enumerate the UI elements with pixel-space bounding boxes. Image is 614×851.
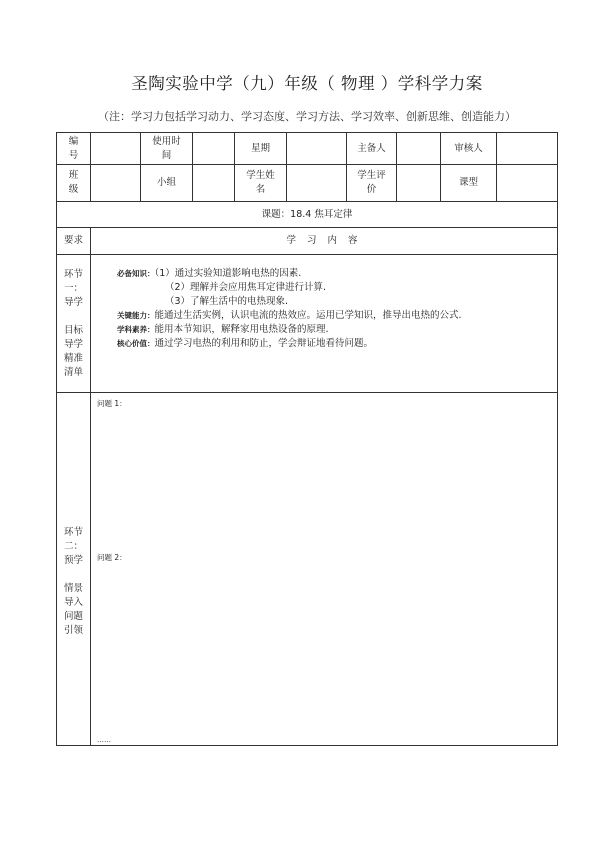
lesson-plan-table (56, 132, 558, 746)
group-value-cell[interactable] (193, 165, 235, 202)
week-label-cell (235, 133, 287, 165)
section2-side-line: 导入 (63, 597, 83, 608)
lesson-topic: 课题：18.4 焦耳定律 (57, 202, 558, 228)
document-note: （注：学习力包括学习动力、学习态度、学习方法、学习效率、创新思维、创造能力） (98, 110, 516, 123)
section2-side-line: 引领 (63, 625, 83, 636)
section2-side-line: 二： (63, 541, 83, 552)
use-time-value-cell[interactable] (193, 133, 235, 165)
section1-side-line (57, 310, 90, 324)
student-eval-label: 学生评 价 (357, 170, 386, 195)
section1-side-line: 一： (63, 282, 83, 294)
subject-literacy (117, 323, 557, 337)
section2-side-line: 情景 (63, 583, 83, 594)
essential-item: （3）了解生活中的电热现象. (165, 296, 289, 307)
class-value-cell[interactable] (91, 165, 141, 202)
key-ability (117, 309, 557, 323)
student-name-value-cell[interactable] (287, 165, 347, 202)
reviewer-label: 审核人 (454, 142, 483, 154)
section2-side-line: 问题 (63, 611, 83, 622)
preparer-label: 主备人 (357, 142, 386, 154)
subject-literacy-label: 学科素养： (117, 325, 155, 334)
key-ability-text: 能通过生活实例，认识电流的热效应。运用已学知识，推导出电热的公式. (154, 310, 462, 321)
question-area[interactable] (91, 393, 558, 746)
lesson-type-label: 课型 (458, 177, 478, 188)
section1-side-line: 目标 (63, 324, 83, 336)
content-header-row (57, 228, 558, 255)
document-title: 圣陶实验中学（九）年级（ 物理 ）学科学力案 (131, 74, 483, 93)
core-value-label: 核心价值： (117, 339, 155, 348)
section1-side-line: 环节 (63, 268, 83, 280)
group-label: 小组 (156, 177, 176, 188)
question-2-label: 问题 2： (97, 553, 127, 562)
essential-knowledge-label: 必备知识： (117, 269, 155, 278)
info-row-2 (57, 165, 558, 202)
student-name-label: 学生姓 名 (246, 170, 275, 195)
group-label-cell (141, 165, 193, 202)
week-value-cell[interactable] (287, 133, 347, 165)
section1-side-line: 清单 (63, 366, 83, 378)
preparer-label-cell (347, 133, 397, 165)
section2-side-label (57, 393, 91, 746)
student-eval-value-cell[interactable] (397, 165, 441, 202)
section1-side-label (57, 255, 91, 393)
number-label: 编 号 (68, 135, 79, 161)
section1-side-line: 导学 (63, 296, 83, 308)
info-row-1 (57, 133, 558, 165)
section2-side-line: 环节 (63, 527, 83, 538)
essential-item: （2）理解并会应用焦耳定律进行计算. (165, 282, 327, 293)
essential-knowledge (117, 267, 557, 281)
key-ability-label: 关键能力： (117, 311, 155, 320)
student-name-label-cell (235, 165, 287, 202)
core-value (117, 337, 557, 351)
student-eval-label-cell (347, 165, 397, 202)
lesson-type-label-cell (441, 165, 497, 202)
class-label-cell (57, 165, 91, 202)
question-1-label: 问题 1： (97, 399, 127, 408)
number-value-cell[interactable] (91, 133, 141, 165)
reviewer-label-cell (441, 133, 497, 165)
learning-goals (91, 255, 558, 393)
requirements-header: 要求 (57, 228, 91, 255)
reviewer-value-cell[interactable] (497, 133, 558, 165)
topic-row (57, 202, 558, 228)
subject-literacy-text: 能用本节知识，解释家用电热设备的原理. (154, 324, 329, 335)
essential-item: （1）通过实验知道影响电热的因素. (154, 268, 302, 279)
core-value-text: 通过学习电热的利用和防止，学会辩证地看待问题。 (154, 338, 374, 349)
use-time-label-cell (141, 133, 193, 165)
class-label: 班 级 (68, 170, 79, 195)
section2-side-line: 预学 (63, 555, 83, 566)
section1-row (57, 255, 558, 393)
learning-content-header: 学 习 内 容 (91, 228, 558, 255)
section1-side-line: 导学 (63, 338, 83, 350)
ellipsis: …… (97, 736, 111, 744)
use-time-label: 使用时 间 (152, 135, 181, 161)
week-label: 星期 (250, 142, 270, 154)
section2-row (57, 393, 558, 746)
section1-side-line: 精准 (63, 352, 83, 364)
preparer-value-cell[interactable] (397, 133, 441, 165)
lesson-type-value-cell[interactable] (497, 165, 558, 202)
section2-side-line (57, 568, 90, 582)
number-label-cell (57, 133, 91, 165)
